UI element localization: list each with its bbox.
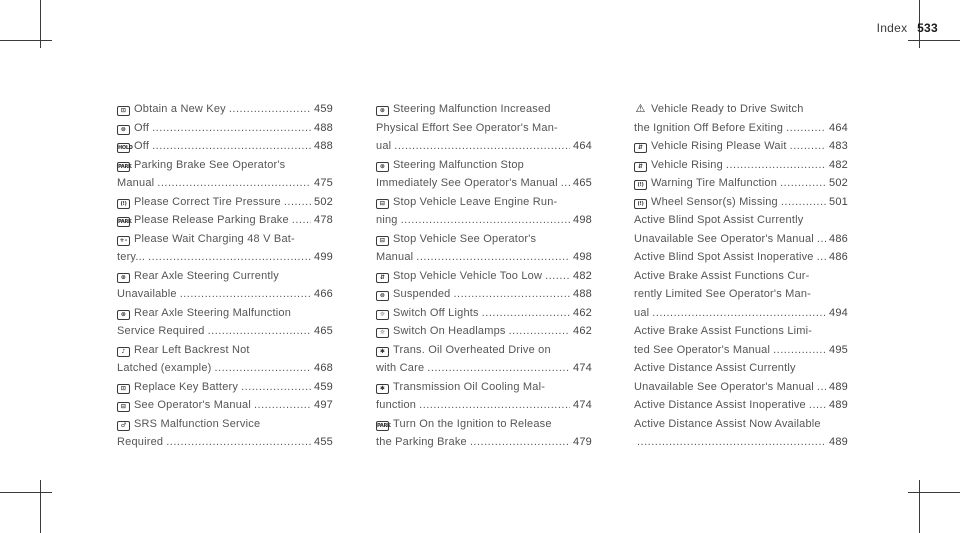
page-reference[interactable]: 462	[573, 325, 592, 337]
warning-triangle-icon: ⚠	[635, 102, 646, 115]
leader-dots	[419, 396, 570, 415]
leader-dots	[509, 322, 570, 341]
index-entry[interactable]	[117, 100, 333, 119]
page-reference[interactable]: 464	[573, 140, 592, 152]
page-reference[interactable]: 482	[829, 158, 848, 171]
index-entry-line	[117, 137, 333, 156]
index-entry-line	[117, 433, 333, 452]
index-entry-text: Wheel Sensor(s) Missing	[651, 195, 778, 208]
index-entry-text: Active Blind Spot Assist Inoperative	[634, 251, 814, 263]
index-entry-line	[117, 322, 333, 341]
battery-icon: +-	[117, 236, 130, 246]
key-icon: ⊡	[117, 106, 130, 116]
page-reference[interactable]: 465	[573, 177, 592, 189]
vehicle-icon: ⊟	[117, 402, 130, 412]
index-entry[interactable]	[376, 193, 592, 230]
index-entry-line	[376, 137, 592, 156]
index-entry-text: Obtain a New Key	[134, 103, 226, 115]
index-entry-line	[634, 433, 848, 452]
park-icon: PARK	[377, 422, 391, 429]
index-entry-text: Immediately See Operator's Manual	[376, 177, 558, 189]
seat-backrest-icon: ♪	[117, 347, 130, 357]
index-entry-line	[376, 359, 592, 378]
index-entry[interactable]	[117, 378, 333, 397]
index-entry-text: Switch On Headlamps	[393, 325, 506, 337]
index-entry-line	[117, 285, 333, 304]
header-title: Index	[876, 21, 908, 35]
vehicle-icon: ⊟	[376, 236, 389, 246]
index-entry[interactable]	[634, 248, 848, 267]
index-entry-line	[117, 415, 333, 434]
leader-dots	[152, 119, 311, 138]
index-entry-text: Rear Axle Steering Malfunction	[134, 306, 292, 319]
index-entry[interactable]	[634, 193, 848, 212]
index-entry-text: Required	[117, 436, 164, 448]
index-entry[interactable]	[117, 396, 333, 415]
index-entry[interactable]	[376, 230, 592, 267]
leader-dots	[652, 304, 826, 323]
index-entry-line	[117, 119, 333, 138]
index-entry-line	[376, 267, 592, 286]
index-entry-text: Off	[134, 140, 150, 152]
index-entry-line	[376, 415, 592, 434]
leader-dots	[292, 211, 311, 230]
index-entry[interactable]	[634, 137, 848, 156]
leader-dots	[394, 137, 570, 156]
steering-warning-icon: ⊛	[117, 310, 130, 320]
leader-dots	[215, 359, 312, 378]
leader-dots	[790, 137, 826, 156]
index-entry-line	[376, 248, 592, 267]
tire-pressure-icon: (!)	[634, 180, 647, 190]
index-entry-line	[117, 341, 333, 360]
index-entry[interactable]	[376, 100, 592, 156]
page-reference[interactable]: 483	[829, 140, 848, 152]
parking-sensor-icon: ⊜	[376, 291, 389, 301]
index-entry-line	[634, 100, 848, 119]
index-entry-text: Warning Tire Malfunction	[651, 177, 778, 189]
transmission-oil-icon: ✱	[376, 384, 389, 394]
crop-mark	[919, 480, 920, 533]
index-entry-line	[117, 156, 333, 175]
leader-dots	[166, 433, 311, 452]
index-entry[interactable]	[376, 322, 592, 341]
page-reference[interactable]: 502	[314, 195, 333, 208]
index-entry-line	[117, 100, 333, 119]
leader-dots	[817, 230, 826, 249]
leader-dots	[152, 137, 311, 156]
page-reference[interactable]: 486	[829, 251, 848, 263]
leader-dots	[817, 378, 826, 397]
index-entry-line	[376, 156, 592, 175]
page-reference[interactable]: 489	[829, 399, 848, 411]
index-entry-text: Active Brake Assist Functions Limi-	[634, 325, 813, 337]
index-entry[interactable]	[376, 378, 592, 415]
index-entry[interactable]	[376, 415, 592, 452]
index-entry-text: rently Limited See Operator's Man-	[634, 288, 812, 300]
index-entry-text: Unavailable	[117, 288, 177, 300]
index-entry-text: the Ignition Off Before Exiting	[634, 121, 784, 134]
index-entry-text: Active Brake Assist Functions Cur-	[634, 269, 810, 282]
index-entry-line	[376, 193, 592, 212]
leader-dots	[817, 248, 826, 267]
index-entry[interactable]	[376, 156, 592, 193]
index-entry-line	[634, 322, 848, 341]
index-entry-text: Steering Malfunction Increased	[393, 103, 551, 115]
index-entry-text: Unavailable See Operator's Manual	[634, 380, 814, 393]
index-entry-line	[634, 248, 848, 267]
index-entry-text: Latched (example)	[117, 362, 212, 374]
page-number: 533	[917, 21, 938, 35]
page-reference[interactable]: 498	[573, 214, 592, 226]
index-entry-text: Suspended	[393, 288, 451, 300]
index-column-3	[634, 100, 848, 452]
index-entry[interactable]	[117, 267, 333, 304]
index-entry-line	[376, 378, 592, 397]
index-entry-text: function	[376, 399, 417, 411]
park-icon: PARK	[118, 163, 132, 170]
leader-dots	[773, 341, 826, 360]
index-entry-line	[117, 396, 333, 415]
lights-icon: ☼	[376, 310, 389, 320]
index-entry-line	[117, 248, 333, 267]
index-entry-line	[117, 359, 333, 378]
crop-mark	[908, 40, 960, 41]
index-entry-text: Rear Left Backrest Not	[134, 343, 250, 356]
index-entry-text: ual	[634, 306, 650, 319]
index-entry-line	[376, 230, 592, 249]
index-entry[interactable]	[376, 267, 592, 286]
index-entry-line	[376, 433, 592, 452]
page-reference[interactable]: 489	[829, 436, 848, 448]
index-entry-line	[634, 119, 848, 138]
index-entry-text: Switch Off Lights	[393, 306, 479, 319]
page-header	[877, 21, 938, 35]
index-entry-text: Off	[134, 121, 150, 134]
index-entry[interactable]	[634, 415, 848, 452]
tire-pressure-icon: (!)	[634, 199, 647, 209]
index-entry[interactable]	[117, 137, 333, 156]
transmission-oil-icon: ✱	[376, 347, 389, 357]
index-entry-text: the Parking Brake	[376, 436, 467, 448]
park-icon: PARK	[118, 219, 132, 225]
leader-dots	[786, 119, 826, 138]
index-entry-text: Please Wait Charging 48 V Bat-	[134, 232, 295, 245]
page-reference[interactable]: 501	[829, 195, 848, 208]
index-entry[interactable]	[117, 156, 333, 193]
tire-pressure-icon: (!)	[117, 199, 130, 209]
index-entry-text: See Operator's Manual	[134, 399, 251, 411]
leader-dots	[180, 285, 311, 304]
index-column-2	[376, 100, 592, 452]
index-entry-line	[117, 193, 333, 212]
index-entry-line	[376, 174, 592, 193]
page-reference[interactable]: 489	[829, 380, 848, 393]
leader-dots	[416, 248, 570, 267]
index-entry-text: Please Release Parking Brake	[134, 214, 289, 226]
vehicle-level-icon: ⇵	[376, 273, 389, 283]
index-entry[interactable]	[117, 341, 333, 378]
page-reference[interactable]: 495	[829, 343, 848, 356]
leader-dots	[254, 396, 311, 415]
leader-dots	[809, 396, 826, 415]
page-reference[interactable]: 465	[314, 325, 333, 337]
index-entry-line	[376, 322, 592, 341]
page-reference[interactable]: 462	[573, 306, 592, 319]
index-entry-line	[376, 119, 592, 138]
index-entry[interactable]	[117, 119, 333, 138]
index-entry[interactable]	[117, 230, 333, 267]
index-entry-line	[376, 100, 592, 119]
steering-warning-icon: ⊛	[376, 162, 389, 172]
steering-warning-icon: ⊛	[376, 106, 389, 116]
index-entry[interactable]	[634, 156, 848, 175]
page-reference[interactable]: 494	[829, 306, 848, 319]
leader-dots	[470, 433, 570, 452]
index-entry-line	[634, 415, 848, 434]
vehicle-icon: ⊟	[376, 199, 389, 209]
page-reference[interactable]: 455	[314, 436, 333, 448]
index-entry[interactable]	[634, 100, 848, 137]
index-entry[interactable]	[117, 193, 333, 212]
index-entry-text: Replace Key Battery	[134, 380, 239, 393]
leader-dots	[229, 100, 311, 119]
index-entry-text: ning	[376, 214, 398, 226]
index-entry-line	[634, 137, 848, 156]
index-entry-line	[376, 341, 592, 360]
leader-dots	[637, 433, 826, 452]
index-entry-text: Active Distance Assist Now Available	[634, 417, 821, 430]
index-entry-text: Turn On the Ignition to Release	[393, 417, 552, 430]
lights-icon: ☼	[376, 328, 389, 338]
index-entry-line	[634, 211, 848, 230]
leader-dots	[401, 211, 570, 230]
parking-sensor-icon: ⊜	[117, 125, 130, 135]
index-entry-line	[117, 378, 333, 397]
leader-dots	[780, 174, 826, 193]
page-reference[interactable]: 475	[314, 177, 333, 189]
page-reference[interactable]: 464	[829, 121, 848, 134]
index-entry-text: Please Correct Tire Pressure	[134, 195, 281, 208]
index-entry-line	[117, 267, 333, 286]
index-entry-line	[634, 267, 848, 286]
index-entry-line	[376, 285, 592, 304]
page-reference[interactable]: 474	[573, 399, 592, 411]
index-entry[interactable]	[376, 341, 592, 378]
index-entry-line	[634, 378, 848, 397]
page-reference[interactable]: 474	[573, 362, 592, 374]
index-entry-text: ual	[376, 140, 392, 152]
index-entry-line	[376, 396, 592, 415]
page-reference[interactable]: 488	[314, 121, 333, 134]
index-entry-text: Physical Effort See Operator's Man-	[376, 121, 558, 134]
index-entry[interactable]	[117, 415, 333, 452]
index-entry[interactable]	[634, 174, 848, 193]
leader-dots	[453, 285, 570, 304]
crop-mark	[0, 40, 52, 41]
page-reference[interactable]: 478	[314, 214, 333, 226]
index-entry-text: Vehicle Ready to Drive Switch	[651, 103, 804, 115]
index-entry-line	[117, 211, 333, 230]
index-entry-line	[634, 341, 848, 360]
index-entry[interactable]	[117, 211, 333, 230]
page-reference[interactable]: 499	[314, 251, 333, 263]
index-entry-line	[634, 304, 848, 323]
index-entry[interactable]	[634, 267, 848, 323]
airbag-icon: ♂	[117, 421, 130, 431]
index-entry-text: Vehicle Rising Please Wait	[651, 140, 787, 152]
index-entry-text: Manual	[376, 251, 414, 263]
page-reference[interactable]: 482	[573, 269, 592, 282]
index-entry-text: Unavailable See Operator's Manual	[634, 232, 814, 245]
page-reference[interactable]: 488	[314, 140, 333, 152]
page-reference[interactable]: 479	[573, 436, 592, 448]
index-entry-line	[634, 285, 848, 304]
leader-dots	[148, 248, 311, 267]
index-entry-text: Transmission Oil Cooling Mal-	[393, 380, 546, 393]
index-entry-line	[117, 174, 333, 193]
index-entry[interactable]	[376, 304, 592, 323]
leader-dots	[208, 322, 311, 341]
index-entry-line	[634, 396, 848, 415]
index-entry-text: Stop Vehicle Leave Engine Run-	[393, 195, 558, 208]
index-entry[interactable]	[634, 322, 848, 359]
index-entry[interactable]	[117, 304, 333, 341]
key-icon: ⊡	[117, 384, 130, 394]
index-entry-line	[376, 211, 592, 230]
page-reference[interactable]: 466	[314, 288, 333, 300]
index-entry-text: with Care	[376, 362, 425, 374]
crop-mark	[0, 492, 52, 493]
index-entry-text: ted See Operator's Manual	[634, 343, 771, 356]
index-entry-text: Stop Vehicle See Operator's	[393, 232, 537, 245]
page-reference[interactable]: 488	[573, 288, 592, 300]
index-column-1	[117, 100, 333, 452]
index-entry-text: tery...	[117, 251, 146, 263]
leader-dots	[427, 359, 570, 378]
index-entry-line	[117, 304, 333, 323]
page-reference[interactable]: 498	[573, 251, 592, 263]
hold-icon: HOLD	[118, 145, 133, 151]
index-entry-text: Active Distance Assist Currently	[634, 362, 796, 374]
index-entry-text: Stop Vehicle Vehicle Too Low	[393, 269, 543, 282]
leader-dots	[157, 174, 311, 193]
index-entry[interactable]	[634, 359, 848, 396]
index-entry-line	[376, 304, 592, 323]
leader-dots	[726, 156, 826, 175]
page-reference[interactable]: 497	[314, 399, 333, 411]
index-entry-line	[634, 156, 848, 175]
index-entry-text: Service Required	[117, 325, 205, 337]
leader-dots	[241, 378, 311, 397]
index-entry-text: Vehicle Rising	[651, 158, 723, 171]
index-entry-text: Rear Axle Steering Currently	[134, 269, 279, 282]
index-entry-text: Active Blind Spot Assist Currently	[634, 214, 804, 226]
crop-mark	[40, 480, 41, 533]
index-entry-line	[117, 230, 333, 249]
page-reference[interactable]: 486	[829, 232, 848, 245]
leader-dots	[561, 174, 570, 193]
index-entry-line	[634, 174, 848, 193]
page-reference[interactable]: 459	[314, 380, 333, 393]
crop-mark	[908, 492, 960, 493]
vehicle-level-icon: ⇵	[634, 162, 647, 172]
page-reference[interactable]: 468	[314, 362, 333, 374]
vehicle-level-icon: ⇵	[634, 143, 647, 153]
index-entry-line	[634, 359, 848, 378]
leader-dots	[781, 193, 826, 212]
page-reference[interactable]: 502	[829, 177, 848, 189]
index-entry-line	[634, 193, 848, 212]
index-entry-text: Manual	[117, 177, 155, 189]
index-entry[interactable]	[634, 396, 848, 415]
index-entry-line	[634, 230, 848, 249]
leader-dots	[482, 304, 570, 323]
index-entry-text: Parking Brake See Operator's	[134, 158, 286, 171]
index-entry-text: SRS Malfunction Service	[134, 417, 261, 430]
steering-warning-icon: ⊛	[117, 273, 130, 283]
index-entry-text: Active Distance Assist Inoperative	[634, 399, 806, 411]
page-reference[interactable]: 459	[314, 103, 333, 115]
leader-dots	[545, 267, 570, 286]
leader-dots	[284, 193, 311, 212]
index-entry-text: Steering Malfunction Stop	[393, 158, 524, 171]
index-entry[interactable]	[634, 211, 848, 248]
index-entry[interactable]	[376, 285, 592, 304]
index-entry-text: Trans. Oil Overheated Drive on	[393, 343, 551, 356]
